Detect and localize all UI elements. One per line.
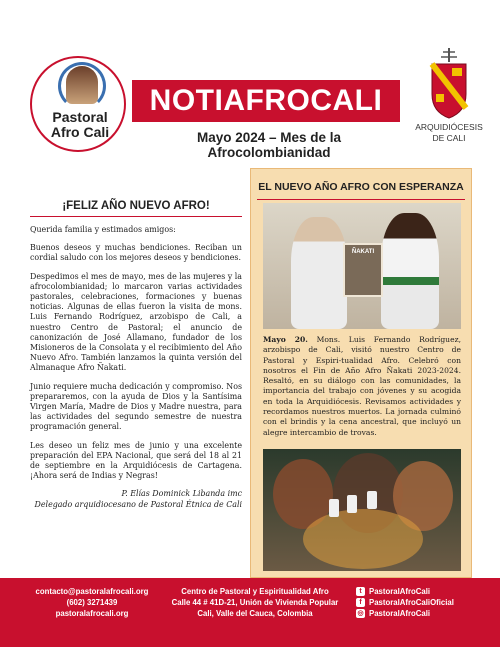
- logo-text-line-2: Afro Cali: [50, 124, 110, 140]
- greeting-paragraph: Buenos deseos y muchas bendiciones. Reciban un cordial saludo con los mejores deseos y bendiciones.: [30, 243, 242, 263]
- footer-address-line: Calle 44 # 41D-21, Unión de Vivienda Popular: [171, 598, 339, 607]
- celebration-toast-photo: [263, 449, 461, 571]
- archdiocese-logo: [412, 48, 486, 144]
- caption-date: Mayo 20.: [263, 335, 308, 344]
- glass-shape: [329, 499, 339, 517]
- instagram-icon: ◎: [357, 610, 364, 617]
- footer-address: [160, 586, 350, 619]
- almanac-cover-title: ÑAKATI: [351, 249, 375, 255]
- signature-name: P. Elías Dominick Libanda imc: [121, 489, 242, 499]
- greeting-heading: ¡FELIZ AÑO NUEVO AFRO!: [30, 200, 242, 217]
- priest-figure: [381, 213, 439, 329]
- facebook-icon: f: [356, 598, 365, 607]
- footer-address-line: Cali, Valle del Cauca, Colombia: [197, 609, 313, 618]
- glass-shape: [347, 495, 357, 513]
- twitter-icon: t: [356, 587, 365, 596]
- greeting-article: [30, 200, 242, 510]
- footer: [0, 578, 500, 647]
- social-label: PastoralAfroCali: [369, 587, 431, 596]
- archdiocese-crest-icon: [428, 48, 470, 120]
- footer-phone: (602) 3271439: [66, 598, 118, 607]
- footer-contact: [30, 586, 154, 619]
- newsletter-subtitle: Mayo 2024 – Mes de la Afrocolombianidad: [196, 130, 342, 160]
- madonna-figure-graphic: [66, 66, 98, 104]
- glass-shape: [367, 491, 377, 509]
- greeting-paragraph: Despedimos el mes de mayo, mes de las mujeres y la afrocolombianidad; lo marcaron varias actividades pastorales, celebraciones, formaciones y buenas noticias. Algunas de ellas fueron la visita de mons. Luis Fernando Rodríguez, arzobispo de Cali, a nuestro Centro de Pastoral; el anuncio de canonización de José Allamano, fundador de los Misioneros de la Consolata y el recibimiento del Año Nuevo Afro. También lanzamos la quinta versión del Almanaque Afro Ñakati.: [30, 271, 242, 373]
- news-article-box: [250, 168, 472, 578]
- archbishop-visit-photo: [263, 203, 461, 329]
- social-link-twitter[interactable]: [356, 586, 496, 597]
- archdiocese-label-line-2: DE CALI: [432, 133, 466, 143]
- archdiocese-label: [412, 122, 486, 144]
- footer-email-link[interactable]: contacto@pastoralafrocali.org: [35, 587, 149, 596]
- logo-text: [32, 110, 126, 140]
- social-label: PastoralAfroCaliOficial: [369, 598, 454, 607]
- social-link-facebook[interactable]: [356, 597, 496, 608]
- greeting-paragraph: Les deseo un feliz mes de junio y una excelente preparación del EPA Nacional, que será del 18 al 21 de septiembre en la Arquidiócesis de Cartagena. ¡Ahora será de Indias y Negras!: [30, 440, 242, 481]
- social-label: PastoralAfroCali: [369, 609, 431, 618]
- footer-social: [356, 586, 496, 619]
- archdiocese-label-line-1: ARQUIDIÓCESIS: [415, 122, 483, 132]
- archbishop-figure: [291, 217, 347, 329]
- pastoral-afro-cali-logo: [30, 56, 126, 152]
- logo-text-line-1: Pastoral: [52, 109, 108, 125]
- caption-text: Mons. Luis Fernando Rodríguez, arzobispo de Cali, visitó nuestro Centro de Pastoral y Espiri-tualidad Afro. Celebró con nosotros el Fin de Año Afro Ñakati 2023-2024. Resaltó, en su diálogo con las comunidades, la importancia del trabajo con jóvenes y su acogida en toda la Arquidiócesis. Revisamos actividades y recordamos nuestros muertos. La jornada culminó con el brindis y la cena ancestral, que incluyó un alegre intercambio de trovas.: [263, 335, 461, 437]
- footer-address-line: Centro de Pastoral y Espiritualidad Afro: [181, 587, 329, 596]
- greeting-paragraph: Junio requiere mucha dedicación y compromiso. Nos prepararemos, con la ayuda de Dios y la Santísima Virgen María, Madre de Dios y Madre nuestra, para las actividades del segundo semestre de nuestra programación general.: [30, 381, 242, 432]
- greeting-paragraph: Querida familia y estimados amigos:: [30, 225, 176, 234]
- newsletter-title: NOTIAFROCALI: [132, 80, 400, 122]
- news-caption: [263, 335, 461, 438]
- crowd-shape: [303, 509, 423, 569]
- signature-role: Delegado arquidiocesano de Pastoral Étnica de Cali: [34, 499, 242, 509]
- signature: [30, 489, 242, 510]
- almanac-cover: [343, 243, 383, 297]
- news-heading: EL NUEVO AÑO AFRO CON ESPERANZA: [257, 181, 465, 200]
- footer-website-link[interactable]: pastoralafrocali.org: [55, 609, 129, 618]
- social-link-instagram[interactable]: [356, 608, 496, 619]
